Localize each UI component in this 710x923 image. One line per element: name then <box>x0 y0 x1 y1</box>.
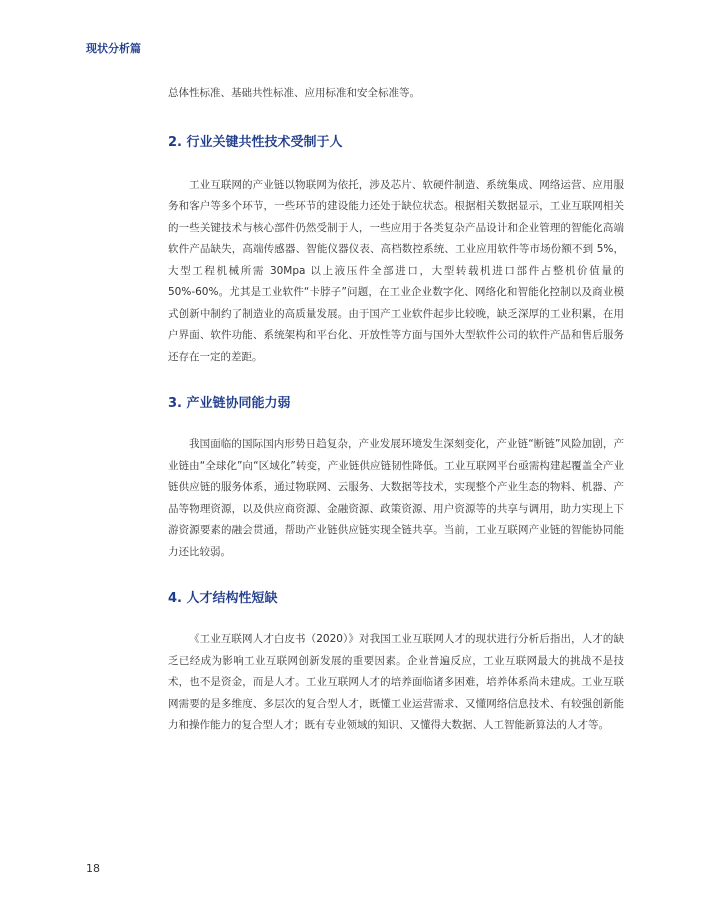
section-paragraph-4: 《工业互联网人才白皮书（2020）》对我国工业互联网人才的现状进行分析后指出，人才的缺乏已经成为影响工业互联网创新发展的重要因素。企业普遍反应，工业互联网最大的挑战不是技术，也不是资金，而是人才。工业互联网人才的培养面临诸多困难，培养体系尚未建成。工业互联网需要的是多维度、多层次的复合型人才，既懂工业运营需求、又懂网络信息技术、有较强创新能力和操作能力的复合型人才；既有专业领域的知识、又懂得大数据、人工智能新算法的人才等。 <box>168 633 624 731</box>
page-number: 18 <box>86 862 100 875</box>
section-heading-4: 4. 人才结构性短缺 <box>168 591 278 606</box>
intro-paragraph: 总体性标准、基础共性标准、应用标准和安全标准等。 <box>168 87 420 99</box>
section-heading-3: 3. 产业链协同能力弱 <box>168 396 291 411</box>
running-header: 现状分析篇 <box>86 42 141 55</box>
page-content <box>168 83 624 737</box>
section-heading-2: 2. 行业关键共性技术受制于人 <box>168 134 343 150</box>
section-paragraph-2: 工业互联网的产业链以物联网为依托，涉及芯片、软硬件制造、系统集成、网络运营、应用服务和客户等多个环节，一些环节的建设能力还处于缺位状态。根据相关数据显示，工业互联网相关的一些关键技术与核心部件仍然受制于人，一些应用于各类复杂产品设计和企业管理的智能化高端软件产品缺失，高端传感器、智能仪器仪表、高档数控系统、工业应用软件等市场份额不到 5%，大型工程机械所需 30Mpa 以上液压件全部进口，大型转载机进口部件占整机价值量的 50%-60%。尤其是工业软件“卡脖子”问题，在工业企业数字化、网络化和智能化控制以及商业模式创新中制约了制造业的高质量发展。由于国产工业软件起步比较晚，缺乏深厚的工业积累，在用户界面、软件功能、系统架构和平台化、开放性等方面与国外大型软件公司的软件产品和售后服务还存在一定的差距。 <box>168 178 624 363</box>
section-paragraph-3: 我国面临的国际国内形势日趋复杂，产业发展环境发生深刻变化，产业链“断链”风险加剧，产业链由“全球化”向“区域化”转变，产业链供应链韧性降低。工业互联网平台亟需构建起覆盖全产业链供应链的服务体系，通过物联网、云服务、大数据等技术，实现整个产业生态的物料、机器、产品等物理资源，以及供应商资源、金融资源、政策资源、用户资源等的共享与调用，助力实现上下游资源要素的融会贯通，帮助产业链供应链实现全链共享。当前，工业互联网产业链的智能协同能力还比较弱。 <box>168 438 624 558</box>
